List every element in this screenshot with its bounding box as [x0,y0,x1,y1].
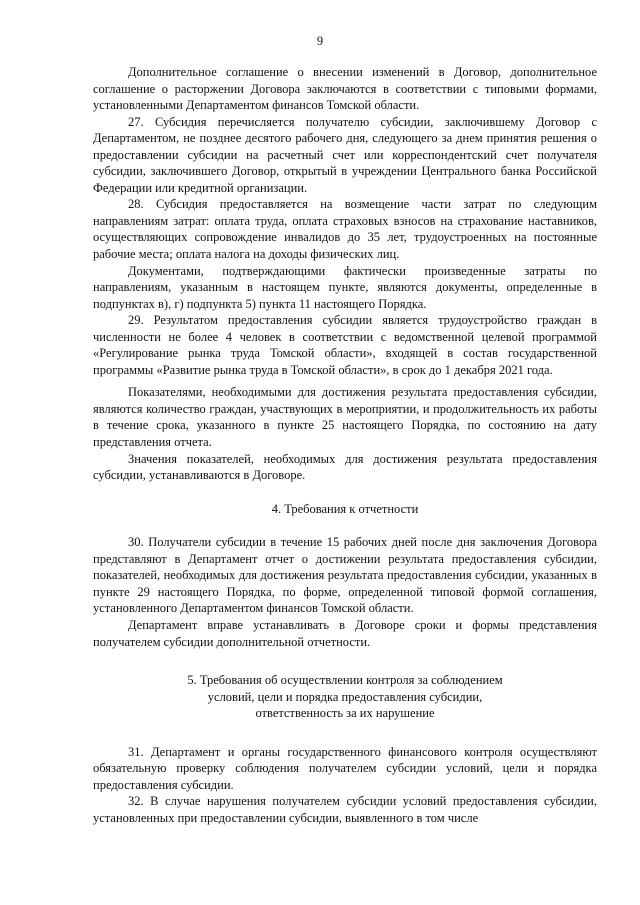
spacer [93,650,597,672]
paragraph-30: 30. Получатели субсидии в течение 15 рабочих дней после дня заключения Договора представляют в Департамент отчет о достижении результата предоставления субсидии, показателей, необходимых для достижения результата предоставления субсидии, указанных в пункте 29 настоящего Порядка, по форме, определенной типовой формой соглашения, установленного Департаментом финансов Томской области. [93,535,597,616]
section-4-heading: 4. Требования к отчетности [271,501,419,516]
paragraph-29-indicators: Показателями, необходимыми для достижения результата предоставления субсидии, являются количество граждан, участвующих в мероприятии, и продолжительность их работы в течение срока, указанного в пункте 25 настоящего Порядка, по состоянию на дату представления отчета. [93,385,597,450]
spacer [93,517,597,534]
paragraph-28-documents: Документами, подтверждающими фактически произведенные затраты по направлениям, указанным в настоящем пункте, являются документы, определенные в подпунктах в), г) подпункта 5) пункта 11 настоящего Порядка. [93,263,597,311]
paragraph-additional-agreement: Дополнительное соглашение о внесении изменений в Договор, дополнительное соглашение о расторжении Договора заключаются в соответствии с типовыми формами, установленными Департаментом финансов Томской области. [93,65,597,113]
paragraph-28: 28. Субсидия предоставляется на возмещение части затрат по следующим направлениям затрат: оплата труда, оплата страховых взносов на страхование наставников, осуществляющих сопровождение инвалидов до 35 лет, трудоустроенных на постоянные рабочие места; оплата налога на доходы физических лиц. [93,197,597,262]
paragraph-27: 27. Субсидия перечисляется получателю субсидии, заключившему Договор с Департаментом, не позднее десятого рабочего дня, следующего за днем принятия решения о предоставлении субсидии на расчетный счет или корреспондентский счет получателя субсидии, заключившего Договор, открытый в учреждении Центрального банка Российской Федерации или кредитной организации. [93,114,597,195]
paragraph-29: 29. Результатом предоставления субсидии является трудоустройство граждан в численности не более 4 человек в соответствии с ведомственной целевой программой «Регулирование рынка труда Томской области», входящей в состав государственной программы «Развитие рынка труда в Томской области», в срок до 1 декабря 2021 года. [93,313,597,377]
page-number: 9 [316,34,324,48]
spacer [93,484,597,501]
section-5-heading-line-3: ответственность за их нарушение [255,706,435,721]
section-5-heading-line-2: условий, цели и порядка предоставления субсидии, [207,689,483,704]
paragraph-32: 32. В случае нарушения получателем субсидии условий предоставления субсидии, установленных при предоставлении субсидии, выявленного в том числе [93,794,597,825]
paragraph-29-values: Значения показателей, необходимых для достижения результата предоставления субсидии, устанавливаются в Договоре. [93,451,597,483]
paragraph-31: 31. Департамент и органы государственного финансового контроля осуществляют обязательную проверку соблюдения получателем субсидии условий, цели и порядка предоставления субсидии. [93,744,597,792]
document-body [93,64,597,826]
spacer [93,722,597,744]
paragraph-30-additional-reporting: Департамент вправе устанавливать в Договоре сроки и формы представления получателем субсидии дополнительной отчетности. [93,617,597,649]
section-5-heading-line-1: 5. Требования об осуществлении контроля за соблюдением [187,673,503,688]
